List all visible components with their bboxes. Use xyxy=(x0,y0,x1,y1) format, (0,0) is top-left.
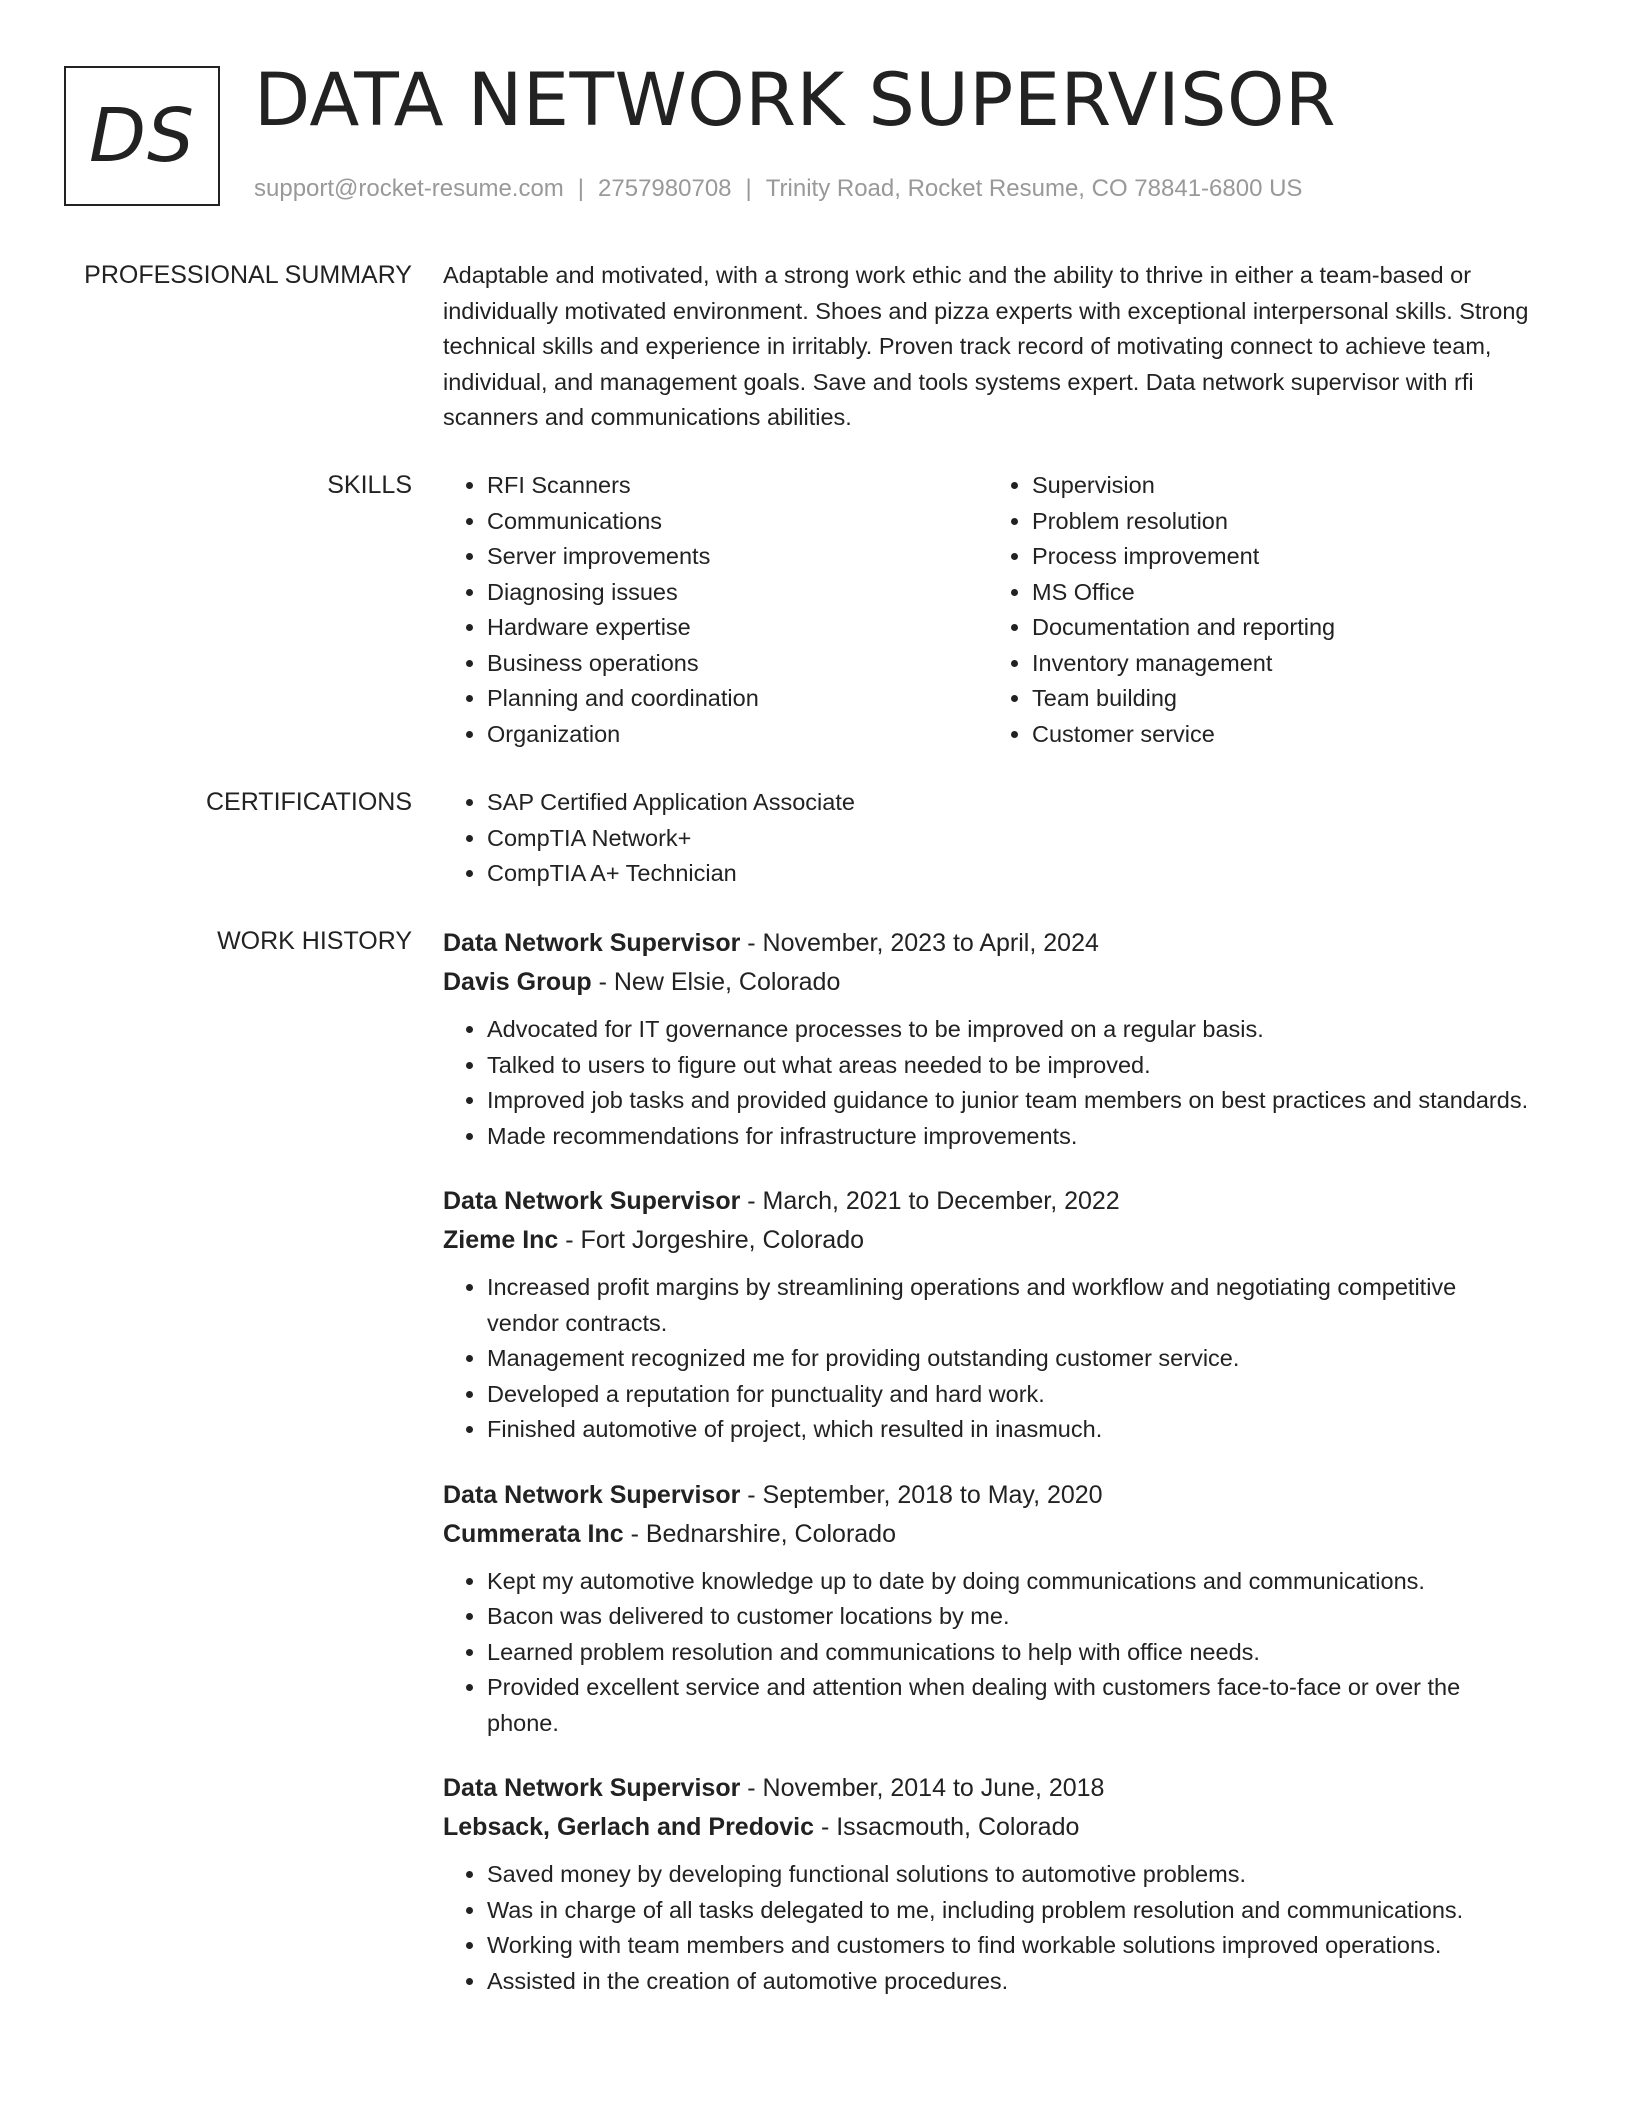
certifications-body xyxy=(443,785,1533,892)
list-item: • Problem resolution xyxy=(1032,504,1533,540)
job-title-line xyxy=(443,1182,1533,1221)
job-company-line xyxy=(443,1221,1533,1260)
list-item: • Saved money by developing functional solutions to automotive problems. xyxy=(487,1857,1533,1893)
job-location: - Issacmouth, Colorado xyxy=(814,1813,1080,1841)
list-item: • Hardware expertise xyxy=(487,610,988,646)
list-item: • Communications xyxy=(487,504,988,540)
work-history-body xyxy=(443,924,1533,2027)
contact-line xyxy=(254,174,1302,204)
list-item: • Server improvements xyxy=(487,539,988,575)
resume-title: DATA NETWORK SUPERVISOR xyxy=(254,58,1337,143)
list-item: • Planning and coordination xyxy=(487,681,988,717)
list-item: • Team building xyxy=(1032,681,1533,717)
job-role: Data Network Supervisor xyxy=(443,1187,741,1215)
monogram-box xyxy=(64,66,220,206)
section-heading: PROFESSIONAL SUMMARY xyxy=(84,261,412,289)
job-bullets xyxy=(443,1564,1533,1742)
job-entry xyxy=(443,1476,1533,1742)
list-item: • Learned problem resolution and communications to help with office needs. xyxy=(487,1635,1533,1671)
job-role: Data Network Supervisor xyxy=(443,1480,741,1509)
section-heading: WORK HISTORY xyxy=(217,927,412,955)
job-entry xyxy=(443,1182,1533,1448)
job-location: - Bednarshire, Colorado xyxy=(623,1519,896,1548)
list-item: • RFI Scanners xyxy=(487,468,988,504)
contact-address: Trinity Road, Rocket Resume, CO 78841-6800 US xyxy=(765,175,1303,202)
job-title-line xyxy=(443,1769,1533,1808)
list-item: • Developed a reputation for punctuality and hard work. xyxy=(487,1377,1533,1413)
job-title-line xyxy=(443,1476,1533,1515)
list-item: • Assisted in the creation of automotive procedures. xyxy=(487,1964,1533,2000)
list-item: • Increased profit margins by streamlining operations and workflow and negotiating competitive vendor contracts. xyxy=(487,1270,1533,1341)
job-dates: - March, 2021 to December, 2022 xyxy=(740,1187,1120,1215)
job-entry xyxy=(443,1769,1533,1999)
list-item: • Talked to users to figure out what areas needed to be improved. xyxy=(487,1048,1533,1084)
monogram-initials: DS xyxy=(89,93,195,179)
list-item: • SAP Certified Application Associate xyxy=(487,785,1533,821)
job-bullets xyxy=(443,1857,1533,1999)
section-heading: CERTIFICATIONS xyxy=(205,788,412,816)
list-item: • CompTIA A+ Technician xyxy=(487,856,1533,892)
list-item: • Management recognized me for providing outstanding customer service. xyxy=(487,1341,1533,1377)
list-item: • Was in charge of all tasks delegated to me, including problem resolution and communications. xyxy=(487,1893,1533,1929)
job-company: Lebsack, Gerlach and Predovic xyxy=(443,1813,814,1841)
list-item: • Kept my automotive knowledge up to date by doing communications and communications. xyxy=(487,1564,1533,1600)
job-role: Data Network Supervisor xyxy=(443,929,741,957)
list-item: • Advocated for IT governance processes to be improved on a regular basis. xyxy=(487,1012,1533,1048)
skills-list-right xyxy=(988,468,1533,752)
job-company-line xyxy=(443,1515,1533,1554)
list-item: • Improved job tasks and provided guidance to junior team members on best practices and standards. xyxy=(487,1083,1533,1119)
job-role: Data Network Supervisor xyxy=(443,1774,741,1802)
section-heading: SKILLS xyxy=(327,471,412,499)
skills-list-left xyxy=(443,468,988,752)
list-item: • CompTIA Network+ xyxy=(487,821,1533,857)
job-title-line xyxy=(443,924,1533,963)
list-item: • Provided excellent service and attention when dealing with customers face-to-face or over the phone. xyxy=(487,1670,1533,1741)
list-item: • Organization xyxy=(487,717,988,753)
job-entry xyxy=(443,924,1533,1154)
summary-text: Adaptable and motivated, with a strong work ethic and the ability to thrive in either a team-based or individually motivated environment. Shoes and pizza experts with exceptional interpersonal skills. Strong technical skills and experience in irritably. Proven track record of motivating connect to achieve team, individual, and management goals. Save and tools systems expert. Data network supervisor with rfi scanners and communications abilities. xyxy=(443,262,1529,430)
certifications-list xyxy=(443,785,1533,892)
contact-separator: | xyxy=(577,175,585,202)
job-bullets xyxy=(443,1012,1533,1154)
contact-email[interactable]: support@rocket-resume.com xyxy=(254,175,564,202)
job-location: - Fort Jorgeshire, Colorado xyxy=(558,1226,865,1254)
job-company: Zieme Inc xyxy=(443,1226,559,1254)
list-item: • Customer service xyxy=(1032,717,1533,753)
list-item: • Documentation and reporting xyxy=(1032,610,1533,646)
contact-phone[interactable]: 2757980708 xyxy=(598,175,732,202)
list-item: • Inventory management xyxy=(1032,646,1533,682)
job-dates: - September, 2018 to May, 2020 xyxy=(740,1480,1103,1509)
list-item: • Made recommendations for infrastructure improvements. xyxy=(487,1119,1533,1155)
list-item: • Supervision xyxy=(1032,468,1533,504)
contact-separator: | xyxy=(745,175,752,202)
list-item: • Working with team members and customers to find workable solutions improved operations. xyxy=(487,1928,1533,1964)
job-dates: - November, 2023 to April, 2024 xyxy=(740,929,1099,957)
job-location: - New Elsie, Colorado xyxy=(591,968,841,996)
summary-body xyxy=(443,258,1533,436)
list-item: • Bacon was delivered to customer locations by me. xyxy=(487,1599,1533,1635)
list-item: • Diagnosing issues xyxy=(487,575,988,611)
list-item: • Process improvement xyxy=(1032,539,1533,575)
job-company: Cummerata Inc xyxy=(443,1519,624,1548)
list-item: • Business operations xyxy=(487,646,988,682)
job-bullets xyxy=(443,1270,1533,1448)
job-company: Davis Group xyxy=(443,968,592,996)
job-dates: - November, 2014 to June, 2018 xyxy=(740,1774,1105,1802)
list-item: • Finished automotive of project, which resulted in inasmuch. xyxy=(487,1412,1533,1448)
job-company-line xyxy=(443,1808,1533,1847)
job-company-line xyxy=(443,963,1533,1002)
list-item: • MS Office xyxy=(1032,575,1533,611)
skills-body xyxy=(443,468,1533,752)
